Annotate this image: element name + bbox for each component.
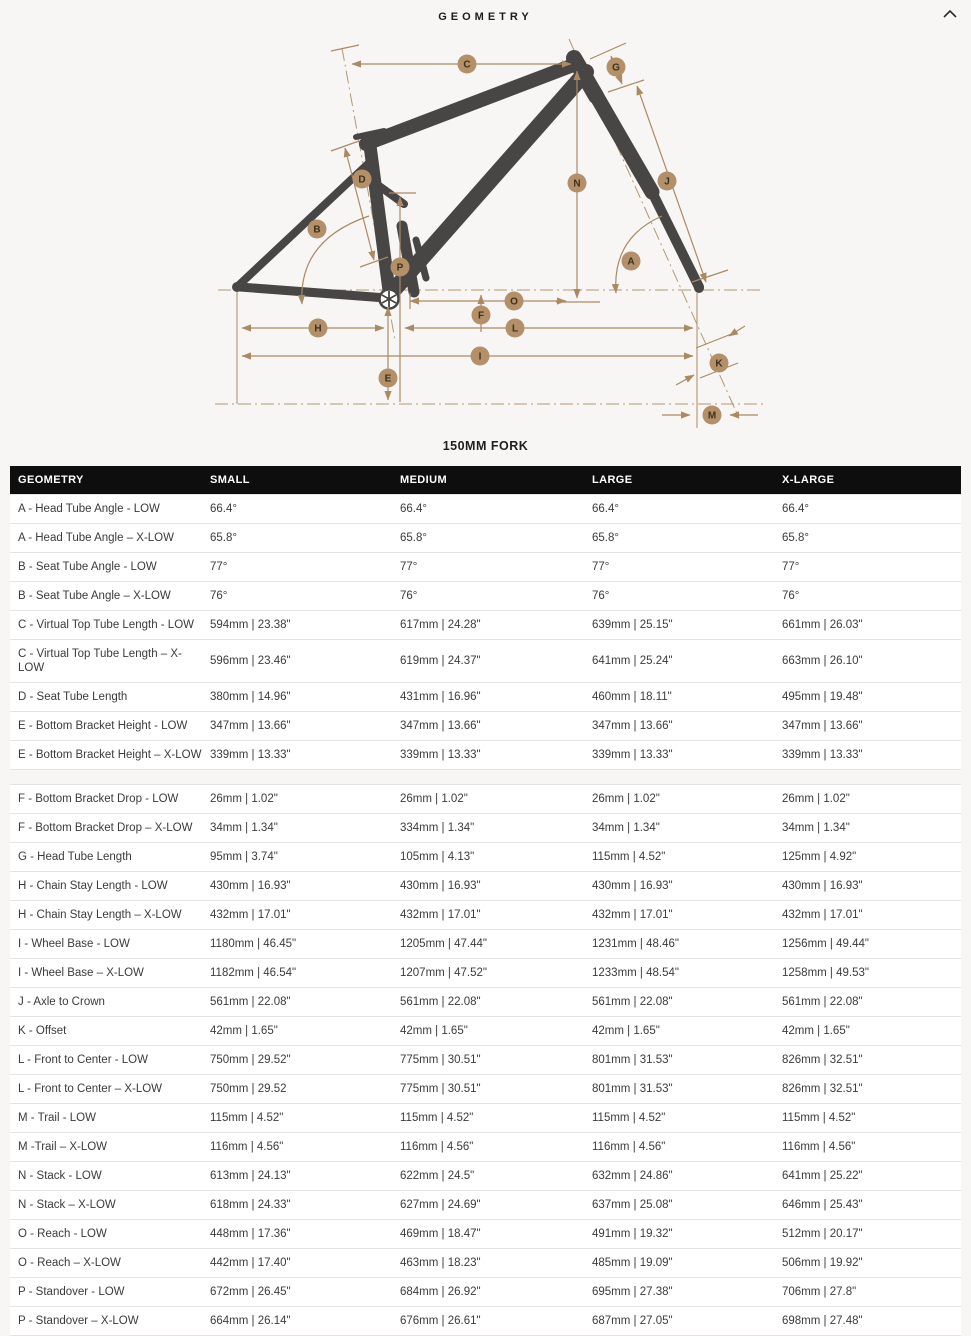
svg-text:A: A [627, 256, 635, 268]
row-label: G - Head Tube Length [10, 843, 210, 872]
row-value: 95mm | 3.74" [210, 843, 400, 872]
row-value: 77° [592, 553, 782, 582]
row-label: A - Head Tube Angle – X-LOW [10, 524, 210, 553]
table-body [10, 495, 961, 1336]
row-value: 116mm | 4.56" [782, 1133, 961, 1162]
row-label: O - Reach – X-LOW [10, 1249, 210, 1278]
row-value: 66.4° [592, 495, 782, 524]
row-value: 115mm | 4.52" [592, 1104, 782, 1133]
diagram-marker-A [622, 252, 641, 271]
table-row [10, 611, 961, 640]
row-label: C - Virtual Top Tube Length - LOW [10, 611, 210, 640]
row-value: 26mm | 1.02" [400, 785, 592, 814]
row-label: M -Trail – X-LOW [10, 1133, 210, 1162]
row-value: 695mm | 27.38" [592, 1278, 782, 1307]
svg-text:J: J [664, 176, 670, 188]
table-row [10, 524, 961, 553]
table-row [10, 582, 961, 611]
svg-text:P: P [396, 262, 404, 274]
row-value: 115mm | 4.52" [592, 843, 782, 872]
row-value: 1180mm | 46.45" [210, 930, 400, 959]
row-value: 627mm | 24.69" [400, 1191, 592, 1220]
row-value: 76° [210, 582, 400, 611]
row-value: 698mm | 27.48" [782, 1307, 961, 1336]
chevron-up-icon [942, 9, 958, 19]
diagram-marker-J [658, 172, 677, 191]
row-value: 125mm | 4.92" [782, 843, 961, 872]
section-title: GEOMETRY [438, 11, 533, 23]
geometry-diagram [0, 30, 971, 430]
row-value: 432mm | 17.01" [592, 901, 782, 930]
diagram-marker-P [391, 258, 410, 277]
row-value: 339mm | 13.33" [592, 741, 782, 770]
row-value: 115mm | 4.52" [782, 1104, 961, 1133]
table-row [10, 741, 961, 770]
row-value: 65.8° [210, 524, 400, 553]
table-row [10, 683, 961, 712]
row-value: 618mm | 24.33" [210, 1191, 400, 1220]
row-value: 65.8° [782, 524, 961, 553]
svg-text:C: C [463, 59, 471, 71]
row-value: 561mm | 22.08" [400, 988, 592, 1017]
table-row [10, 712, 961, 741]
svg-text:H: H [314, 323, 322, 335]
table-row [10, 988, 961, 1017]
diagram-marker-D [353, 170, 372, 189]
table-row [10, 1104, 961, 1133]
row-label: C - Virtual Top Tube Length – X-LOW [10, 640, 210, 683]
row-value: 801mm | 31.53" [592, 1046, 782, 1075]
row-value: 775mm | 30.51" [400, 1075, 592, 1104]
row-value: 432mm | 17.01" [400, 901, 592, 930]
table-row [10, 843, 961, 872]
row-value: 42mm | 1.65" [782, 1017, 961, 1046]
row-label: L - Front to Center - LOW [10, 1046, 210, 1075]
table-row [10, 901, 961, 930]
row-value: 561mm | 22.08" [210, 988, 400, 1017]
diagram-marker-K [710, 354, 729, 373]
row-value: 687mm | 27.05" [592, 1307, 782, 1336]
row-value: 485mm | 19.09" [592, 1249, 782, 1278]
row-value: 347mm | 13.66" [782, 712, 961, 741]
row-value: 469mm | 18.47" [400, 1220, 592, 1249]
row-value: 430mm | 16.93" [592, 872, 782, 901]
row-value: 1233mm | 48.54" [592, 959, 782, 988]
diagram-marker-M [703, 406, 722, 425]
row-label: M - Trail - LOW [10, 1104, 210, 1133]
row-value: 617mm | 24.28" [400, 611, 592, 640]
table-row [10, 1220, 961, 1249]
row-value: 460mm | 18.11" [592, 683, 782, 712]
row-value: 26mm | 1.02" [782, 785, 961, 814]
row-label: I - Wheel Base - LOW [10, 930, 210, 959]
row-value: 641mm | 25.24" [592, 640, 782, 683]
table-row [10, 1133, 961, 1162]
bike-geometry-svg [0, 30, 971, 430]
row-value: 432mm | 17.01" [782, 901, 961, 930]
svg-text:N: N [573, 178, 581, 190]
section-header [0, 0, 971, 30]
diagram-marker-G [607, 58, 626, 77]
row-value: 347mm | 13.66" [592, 712, 782, 741]
row-value: 26mm | 1.02" [210, 785, 400, 814]
row-value: 826mm | 32.51" [782, 1075, 961, 1104]
diagram-marker-F [472, 306, 491, 325]
row-label: B - Seat Tube Angle – X-LOW [10, 582, 210, 611]
diagram-marker-E [379, 369, 398, 388]
row-label: F - Bottom Bracket Drop – X-LOW [10, 814, 210, 843]
column-header: LARGE [592, 466, 782, 495]
row-value: 448mm | 17.36" [210, 1220, 400, 1249]
row-value: 661mm | 26.03" [782, 611, 961, 640]
row-value: 66.4° [400, 495, 592, 524]
row-value: 750mm | 29.52 [210, 1075, 400, 1104]
row-value: 1258mm | 49.53" [782, 959, 961, 988]
row-value: 622mm | 24.5" [400, 1162, 592, 1191]
row-value: 561mm | 22.08" [592, 988, 782, 1017]
row-value: 463mm | 18.23" [400, 1249, 592, 1278]
row-value: 65.8° [400, 524, 592, 553]
column-header: SMALL [210, 466, 400, 495]
geometry-table [10, 466, 961, 1336]
row-value: 339mm | 13.33" [782, 741, 961, 770]
row-value: 66.4° [782, 495, 961, 524]
row-value: 596mm | 23.46" [210, 640, 400, 683]
row-value: 339mm | 13.33" [210, 741, 400, 770]
table-row [10, 1046, 961, 1075]
row-value: 594mm | 23.38" [210, 611, 400, 640]
row-value: 1182mm | 46.54" [210, 959, 400, 988]
row-label: L - Front to Center – X-LOW [10, 1075, 210, 1104]
row-value: 826mm | 32.51" [782, 1046, 961, 1075]
table-row [10, 930, 961, 959]
row-value: 430mm | 16.93" [400, 872, 592, 901]
row-value: 491mm | 19.32" [592, 1220, 782, 1249]
column-header: MEDIUM [400, 466, 592, 495]
table-spacer-row [10, 770, 961, 785]
table-row [10, 959, 961, 988]
row-value: 380mm | 14.96" [210, 683, 400, 712]
row-label: F - Bottom Bracket Drop - LOW [10, 785, 210, 814]
row-value: 632mm | 24.86" [592, 1162, 782, 1191]
table-header-row [10, 466, 961, 495]
row-value: 347mm | 13.66" [400, 712, 592, 741]
row-value: 430mm | 16.93" [782, 872, 961, 901]
table-row [10, 1278, 961, 1307]
row-value: 664mm | 26.14" [210, 1307, 400, 1336]
table-row [10, 872, 961, 901]
row-label: P - Standover – X-LOW [10, 1307, 210, 1336]
row-value: 430mm | 16.93" [210, 872, 400, 901]
row-value: 42mm | 1.65" [400, 1017, 592, 1046]
row-value: 639mm | 25.15" [592, 611, 782, 640]
fork-caption: 150MM FORK [442, 439, 529, 453]
row-value: 672mm | 26.45" [210, 1278, 400, 1307]
table-row [10, 1191, 961, 1220]
table-row [10, 495, 961, 524]
row-value: 495mm | 19.48" [782, 683, 961, 712]
row-label: P - Standover - LOW [10, 1278, 210, 1307]
table-row [10, 1307, 961, 1336]
row-label: I - Wheel Base – X-LOW [10, 959, 210, 988]
row-value: 66.4° [210, 495, 400, 524]
row-label: N - Stack - LOW [10, 1162, 210, 1191]
collapse-section-button[interactable] [941, 7, 959, 21]
row-value: 34mm | 1.34" [782, 814, 961, 843]
svg-text:G: G [612, 62, 620, 74]
row-value: 34mm | 1.34" [592, 814, 782, 843]
row-value: 26mm | 1.02" [592, 785, 782, 814]
row-value: 347mm | 13.66" [210, 712, 400, 741]
table-row [10, 1017, 961, 1046]
row-value: 561mm | 22.08" [782, 988, 961, 1017]
row-value: 116mm | 4.56" [592, 1133, 782, 1162]
table-row [10, 785, 961, 814]
svg-text:I: I [478, 351, 482, 363]
row-label: D - Seat Tube Length [10, 683, 210, 712]
column-header: GEOMETRY [10, 466, 210, 495]
table-row [10, 1075, 961, 1104]
row-value: 431mm | 16.96" [400, 683, 592, 712]
row-value: 76° [400, 582, 592, 611]
row-value: 442mm | 17.40" [210, 1249, 400, 1278]
row-value: 750mm | 29.52" [210, 1046, 400, 1075]
row-label: E - Bottom Bracket Height - LOW [10, 712, 210, 741]
diagram-marker-L [506, 319, 525, 338]
diagram-marker-N [568, 174, 587, 193]
row-value: 663mm | 26.10" [782, 640, 961, 683]
svg-text:L: L [511, 323, 519, 335]
table-row [10, 553, 961, 582]
row-value: 619mm | 24.37" [400, 640, 592, 683]
row-value: 506mm | 19.92" [782, 1249, 961, 1278]
row-value: 637mm | 25.08" [592, 1191, 782, 1220]
row-value: 34mm | 1.34" [210, 814, 400, 843]
row-value: 432mm | 17.01" [210, 901, 400, 930]
diagram-marker-I [471, 347, 490, 366]
row-label: H - Chain Stay Length – X-LOW [10, 901, 210, 930]
row-value: 801mm | 31.53" [592, 1075, 782, 1104]
row-value: 115mm | 4.52" [210, 1104, 400, 1133]
svg-text:B: B [313, 224, 321, 236]
row-value: 76° [592, 582, 782, 611]
row-value: 77° [782, 553, 961, 582]
row-value: 706mm | 27.8" [782, 1278, 961, 1307]
diagram-marker-B [308, 220, 327, 239]
row-label: B - Seat Tube Angle - LOW [10, 553, 210, 582]
row-value: 116mm | 4.56" [400, 1133, 592, 1162]
row-value: 334mm | 1.34" [400, 814, 592, 843]
bottom-bracket-icon [380, 290, 399, 309]
row-value: 77° [400, 553, 592, 582]
diagram-marker-O [505, 292, 524, 311]
svg-text:M: M [707, 410, 717, 422]
row-value: 1207mm | 47.52" [400, 959, 592, 988]
column-header: X-LARGE [782, 466, 961, 495]
row-value: 339mm | 13.33" [400, 741, 592, 770]
svg-text:K: K [715, 358, 723, 370]
row-label: H - Chain Stay Length - LOW [10, 872, 210, 901]
row-label: O - Reach - LOW [10, 1220, 210, 1249]
row-label: N - Stack – X-LOW [10, 1191, 210, 1220]
row-value: 1205mm | 47.44" [400, 930, 592, 959]
row-label: J - Axle to Crown [10, 988, 210, 1017]
table-row [10, 814, 961, 843]
row-value: 42mm | 1.65" [592, 1017, 782, 1046]
row-value: 646mm | 25.43" [782, 1191, 961, 1220]
row-value: 42mm | 1.65" [210, 1017, 400, 1046]
row-value: 775mm | 30.51" [400, 1046, 592, 1075]
table-row [10, 1162, 961, 1191]
diagram-markers [308, 55, 729, 425]
row-value: 1231mm | 48.46" [592, 930, 782, 959]
row-value: 76° [782, 582, 961, 611]
svg-text:O: O [510, 296, 518, 308]
row-value: 65.8° [592, 524, 782, 553]
row-label: K - Offset [10, 1017, 210, 1046]
row-value: 115mm | 4.52" [400, 1104, 592, 1133]
row-value: 512mm | 20.17" [782, 1220, 961, 1249]
svg-text:D: D [358, 174, 366, 186]
row-value: 1256mm | 49.44" [782, 930, 961, 959]
row-value: 116mm | 4.56" [210, 1133, 400, 1162]
row-value: 105mm | 4.13" [400, 843, 592, 872]
row-value: 684mm | 26.92" [400, 1278, 592, 1307]
row-value: 77° [210, 553, 400, 582]
table-row [10, 1249, 961, 1278]
row-value: 613mm | 24.13" [210, 1162, 400, 1191]
row-label: E - Bottom Bracket Height – X-LOW [10, 741, 210, 770]
svg-text:E: E [384, 373, 392, 385]
svg-text:F: F [477, 310, 485, 322]
table-row [10, 640, 961, 683]
row-value: 641mm | 25.22" [782, 1162, 961, 1191]
row-value: 676mm | 26.61" [400, 1307, 592, 1336]
diagram-marker-C [458, 55, 477, 74]
row-label: A - Head Tube Angle - LOW [10, 495, 210, 524]
diagram-marker-H [309, 319, 328, 338]
